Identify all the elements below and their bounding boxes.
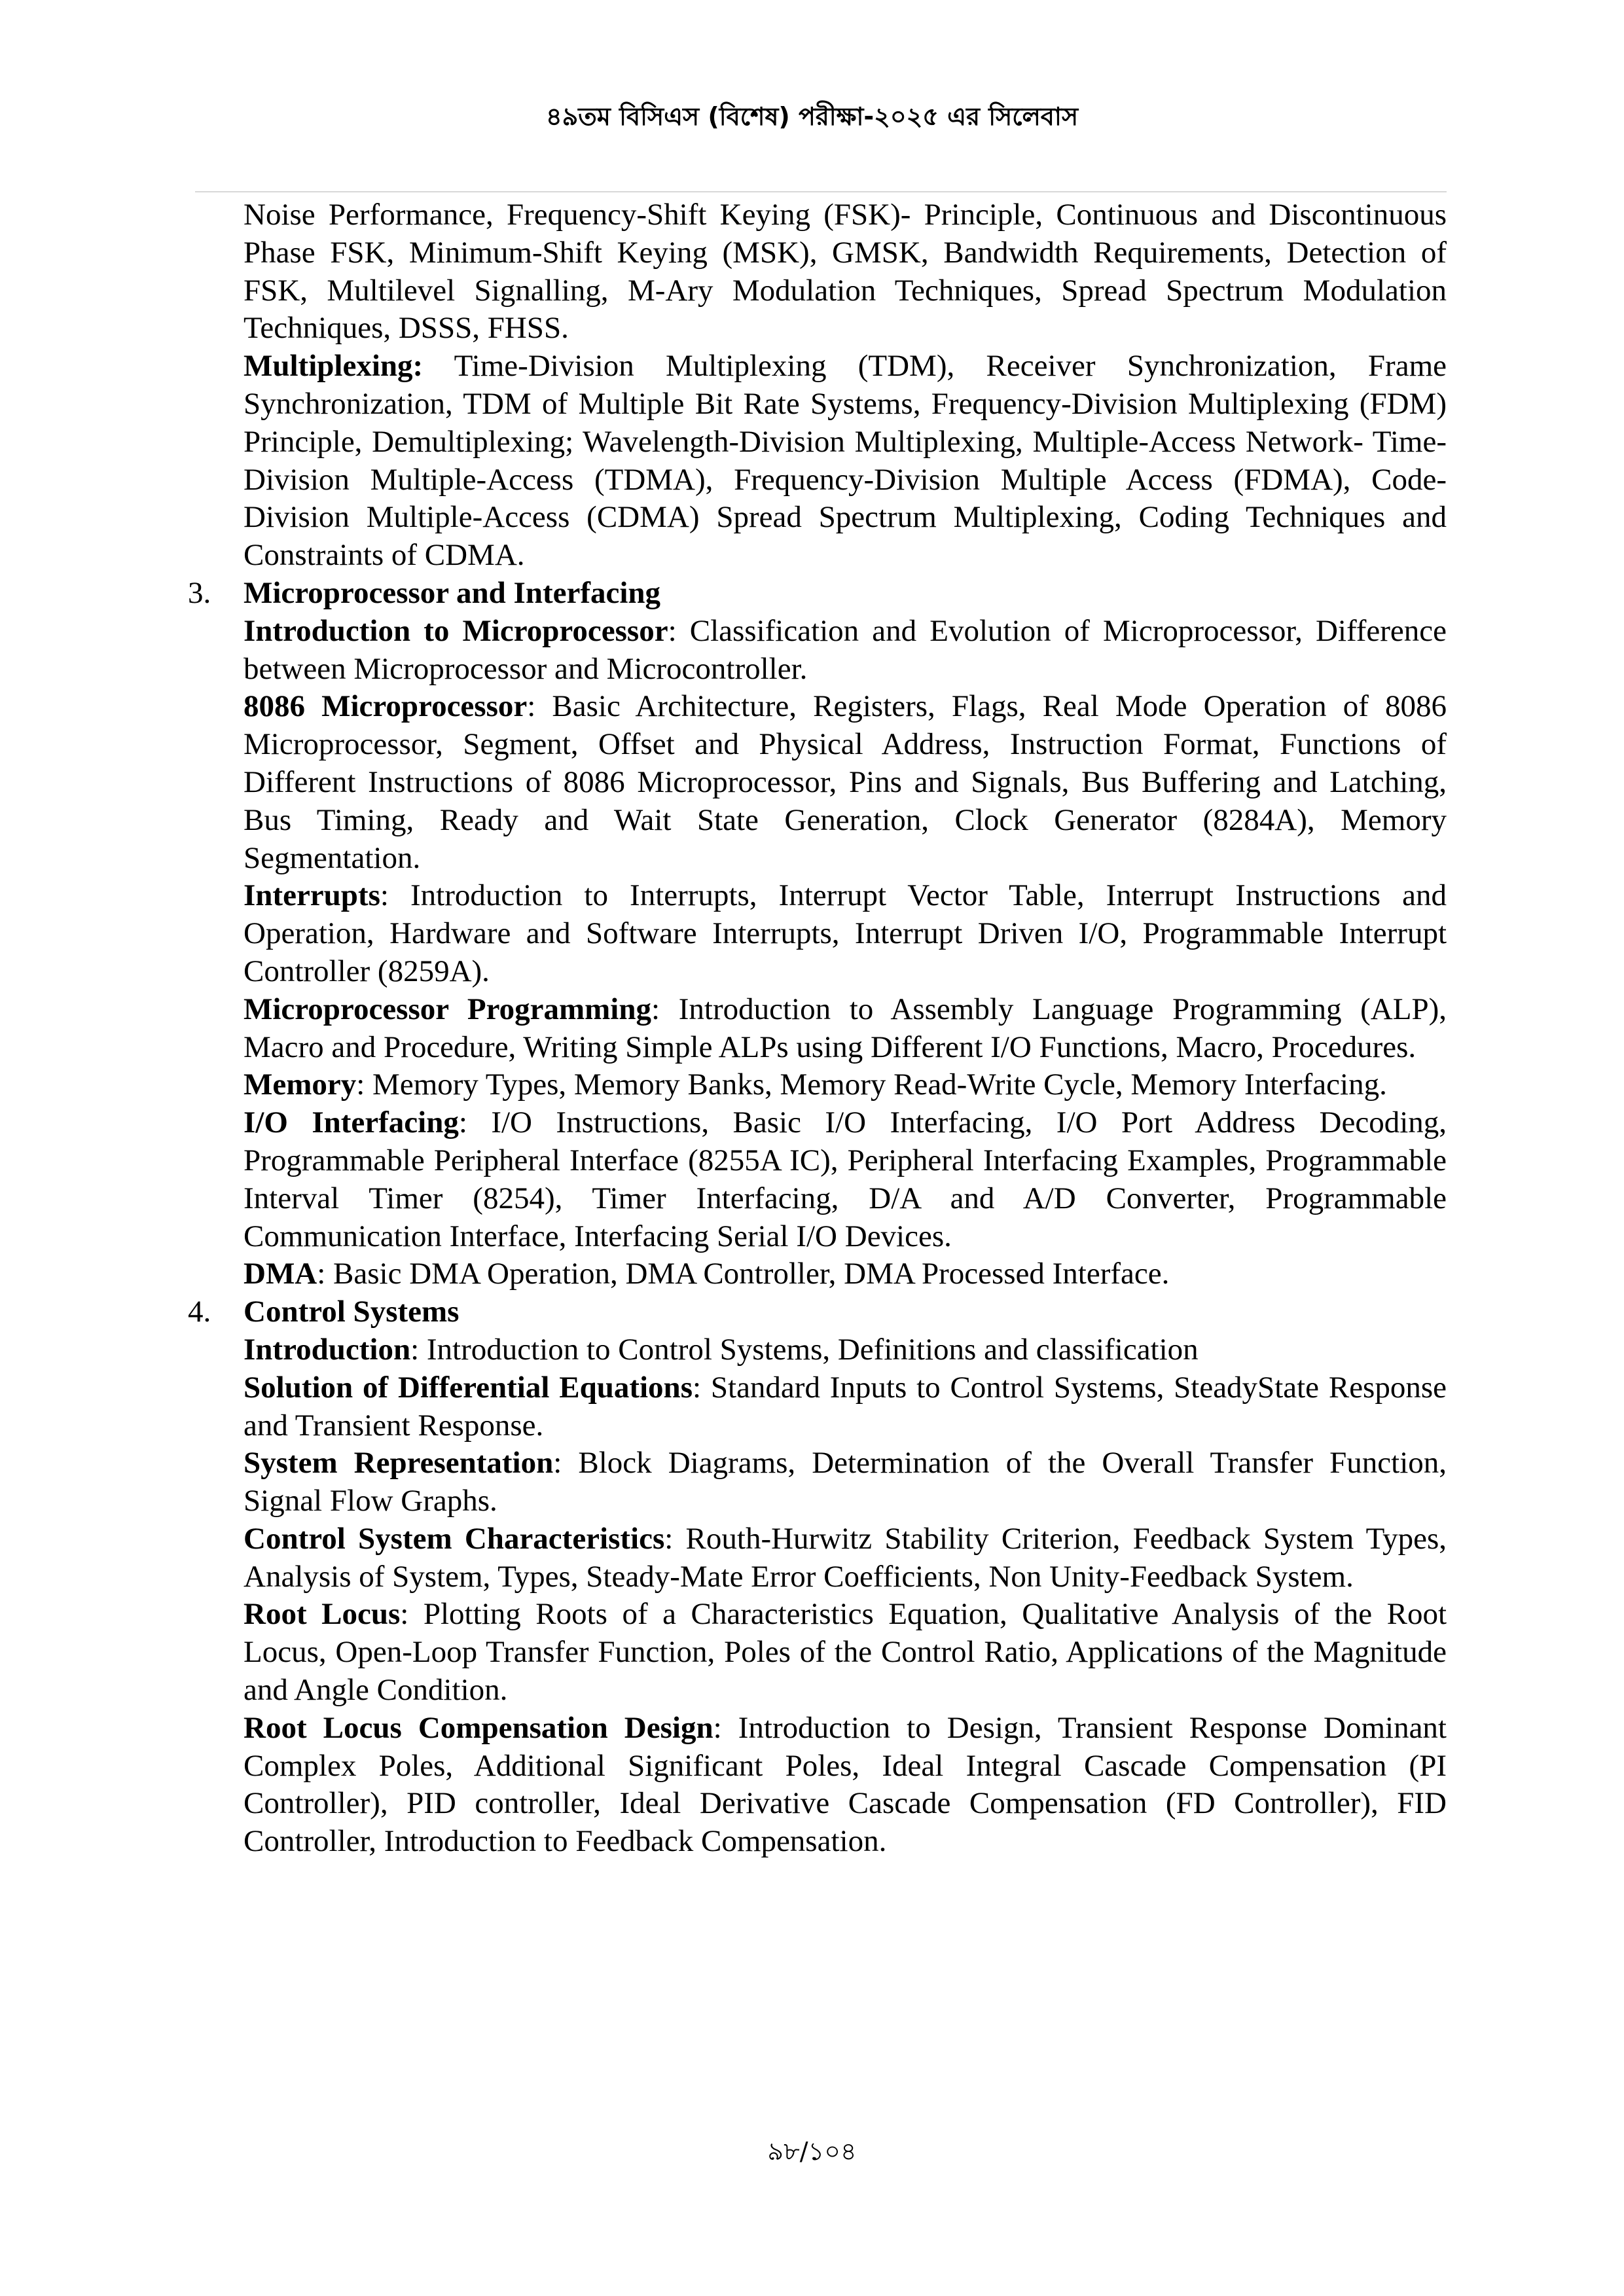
topic-term: Root Locus Compensation Design xyxy=(244,1710,713,1745)
topic-term: Memory xyxy=(244,1067,357,1102)
topic-description: : Standard Inputs to Control Systems, SteadyState Response and Transient Response. xyxy=(244,1370,1447,1443)
topic-description: : Introduction to Design, Transient Response Dominant Complex Poles, Additional Significant Poles, Ideal Integral Cascade Compensation (PI Controller), PID controller, Ideal Derivative Cascade Compensation (FD Controller), FID Controller, Introduction to Feedback Compensation. xyxy=(244,1710,1447,1859)
topic-description: : Routh-Hurwitz Stability Criterion, Feedback System Types, Analysis of System, Types, Steady-Mate Error Coefficients, Non Unity-Feedback System. xyxy=(244,1521,1447,1594)
topic-item xyxy=(244,1331,1447,1369)
topic-item xyxy=(244,991,1447,1067)
topic-term: Solution of Differential Equations xyxy=(244,1370,693,1405)
topic-term: 8086 Microprocessor xyxy=(244,689,528,724)
page-header-title: ৪৯তম বিসিএস (বিশেষ) পরীক্ষা-২০২৫ এর সিলেবাস xyxy=(545,102,1079,131)
topic-item xyxy=(244,1369,1447,1445)
topic-description: : Basic DMA Operation, DMA Controller, DMA Processed Interface. xyxy=(317,1257,1170,1291)
topic-term: System Representation xyxy=(244,1446,554,1480)
topic-term: Microprocessor Programming xyxy=(244,992,652,1026)
topic-item xyxy=(244,877,1447,990)
topic-item xyxy=(244,1710,1447,1861)
topic-description: : I/O Instructions, Basic I/O Interfacing, I/O Port Address Decoding, Programmable Peripheral Interface (8255A IC), Peripheral Interfacing Examples, Programmable Interval Timer (8254), Timer Interfacing, D/A and A/D Converter, Programmable Communication Interface, Interfacing Serial I/O Devices. xyxy=(244,1105,1447,1253)
topic-description: : Introduction to Interrupts, Interrupt Vector Table, Interrupt Instructions and Operation, Hardware and Software Interrupts, Interrupt Driven I/O, Programmable Interrupt Controller (8259A). xyxy=(244,878,1447,988)
topic-item xyxy=(244,613,1447,689)
topic-item xyxy=(244,688,1447,877)
intro-paragraph-fsk xyxy=(244,196,1447,348)
topic-item xyxy=(244,1596,1447,1709)
topic-description: : Plotting Roots of a Characteristics Equation, Qualitative Analysis of the Root Locus, Open-Loop Transfer Function, Poles of the Control Ratio, Applications of the Magnitude and Angle Condition. xyxy=(244,1597,1447,1708)
topic-description: : Introduction to Control Systems, Definitions and classification xyxy=(410,1332,1199,1367)
section-number: 4. xyxy=(188,1295,211,1329)
section-title: Microprocessor and Interfacing xyxy=(244,575,661,610)
topic-description: : Basic Architecture, Registers, Flags, Real Mode Operation of 8086 Microprocessor, Segment, Offset and Physical Address, Instruction Format, Functions of Different Instructions of 8086 Microprocessor, Pins and Signals, Bus Buffering and Latching, Bus Timing, Ready and Wait State Generation, Clock Generator (8284A), Memory Segmentation. xyxy=(244,689,1447,875)
topic-term: Root Locus xyxy=(244,1597,401,1632)
topic-term: I/O Interfacing xyxy=(244,1105,459,1140)
section-heading-microprocessor xyxy=(188,575,1447,613)
topic-description: : Classification and Evolution of Microprocessor, Difference between Microprocessor and Microcontroller. xyxy=(244,613,1447,686)
intro-paragraph-multiplexing xyxy=(244,348,1447,575)
topic-description: : Block Diagrams, Determination of the Overall Transfer Function, Signal Flow Graphs. xyxy=(244,1446,1447,1518)
topic-description: : Introduction to Assembly Language Programming (ALP), Macro and Procedure, Writing Simple ALPs using Different I/O Functions, Macro, Procedures. xyxy=(244,992,1447,1064)
page-number: ৯৮/১০৪ xyxy=(767,2137,857,2166)
topic-description: Time-Division Multiplexing (TDM), Receiver Synchronization, Frame Synchronization, TDM of Multiple Bit Rate Systems, Frequency-Division Multiplexing (FDM) Principle, Demultiplexing; Wavelength-Division Multiplexing, Multiple-Access Network- Time-Division Multiple-Access (TDMA), Frequency-Division Multiple Access (FDMA), Code-Division Multiple-Access (CDMA) Spread Spectrum Multiplexing, Coding Techniques and Constraints of CDMA. xyxy=(244,349,1447,573)
topic-item xyxy=(244,1255,1447,1293)
topic-item xyxy=(244,1066,1447,1104)
syllabus-content xyxy=(188,196,1447,1861)
topic-term: Introduction to Microprocessor xyxy=(244,613,668,648)
topic-description: : Memory Types, Memory Banks, Memory Read-Write Cycle, Memory Interfacing. xyxy=(356,1067,1387,1102)
section-title: Control Systems xyxy=(244,1295,460,1329)
topic-term: Multiplexing: xyxy=(244,349,424,384)
topic-term: Interrupts xyxy=(244,878,380,913)
section-heading-control-systems xyxy=(188,1293,1447,1331)
paragraph-text: Noise Performance, Frequency-Shift Keying (FSK)- Principle, Continuous and Discontinuous Phase FSK, Minimum-Shift Keying (MSK), GMSK, Bandwidth Requirements, Detection of FSK, Multilevel Signalling, M-Ary Modulation Techniques, Spread Spectrum Modulation Techniques, DSSS, FHSS. xyxy=(244,198,1447,346)
section-number: 3. xyxy=(188,575,211,610)
topic-term: Control System Characteristics xyxy=(244,1521,665,1556)
topic-item xyxy=(244,1520,1447,1596)
topic-term: DMA xyxy=(244,1257,317,1291)
topic-item xyxy=(244,1104,1447,1255)
topic-item xyxy=(244,1444,1447,1520)
topic-term: Introduction xyxy=(244,1332,411,1367)
header-divider xyxy=(195,191,1447,192)
